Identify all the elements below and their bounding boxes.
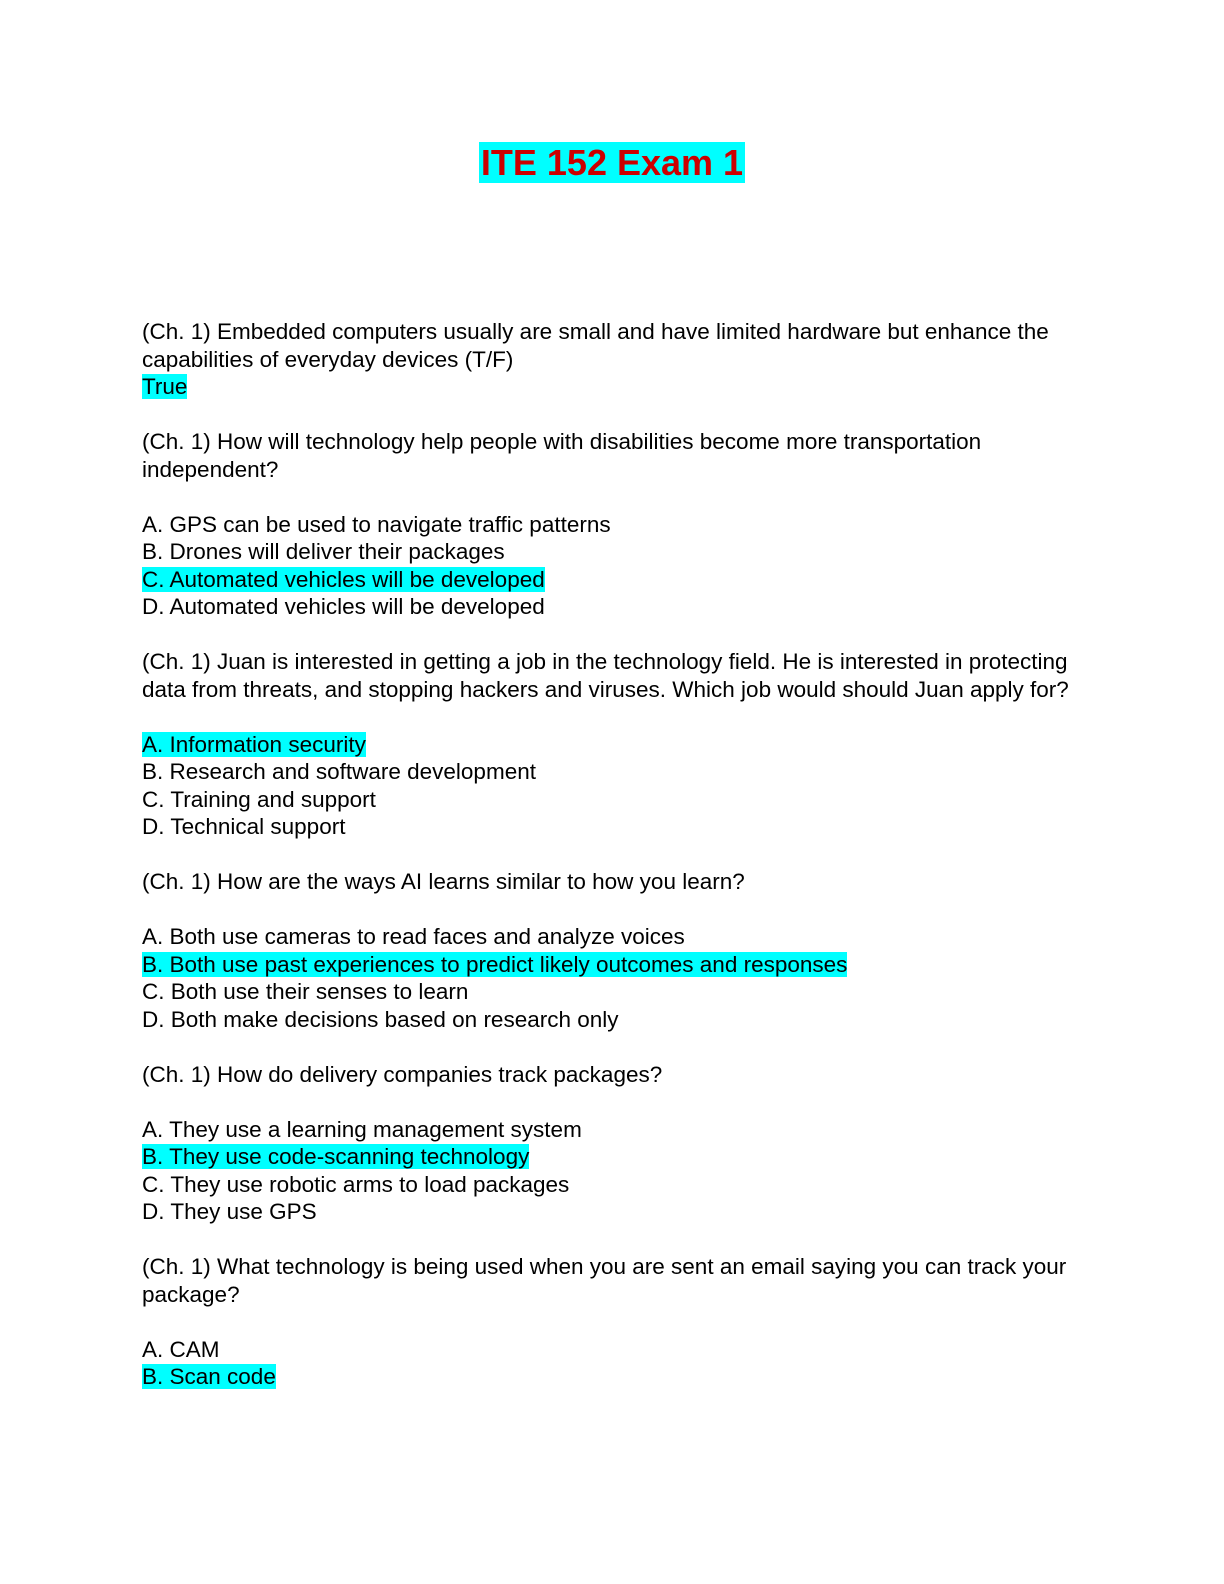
page-title-text: ITE 152 Exam 1 [480, 142, 744, 183]
question-text: (Ch. 1) How will technology help people with disabilities become more transportation independent? [142, 429, 988, 482]
question-text: (Ch. 1) How do delivery companies track packages? [142, 1061, 663, 1087]
answer-option: C. Training and support [142, 786, 376, 812]
answer-option: D. Both make decisions based on research only [142, 1006, 619, 1032]
answer-option: D. Technical support [142, 814, 346, 839]
answer-option: A. Both use cameras to read faces and analyze voices [142, 924, 685, 949]
answer-option: A. They use a learning management system [142, 1116, 582, 1142]
question-text: (Ch. 1) What technology is being used when you are sent an email saying you can track your package? [142, 1254, 1073, 1307]
page-title [0, 141, 1224, 185]
highlighted-answer: True [142, 374, 188, 399]
question-block [142, 1253, 1082, 1391]
question-text: (Ch. 1) Embedded computers usually are small and have limited hardware but enhance the capabilities of everyday devices (T/F) [142, 319, 1056, 372]
answer-option: A. GPS can be used to navigate traffic patterns [142, 511, 611, 537]
question-block [142, 648, 1082, 841]
answer-option: D. They use GPS [142, 1199, 317, 1224]
answer-option: B. Research and software development [142, 759, 536, 784]
answer-option: B. Drones will deliver their packages [142, 539, 505, 564]
highlighted-answer-option: B. Both use past experiences to predict likely outcomes and responses [142, 951, 848, 977]
highlighted-answer-option: A. Information security [142, 731, 366, 757]
question-text: (Ch. 1) Juan is interested in getting a job in the technology field. He is interested in protecting data from threats, and stopping hackers and viruses. Which job would should Juan apply for? [142, 649, 1074, 702]
question-block [142, 428, 1082, 621]
answer-option: A. CAM [142, 1336, 220, 1362]
question-block [142, 1061, 1082, 1226]
answer-option: C. Both use their senses to learn [142, 979, 469, 1004]
answer-option: C. They use robotic arms to load packages [142, 1171, 570, 1197]
answer-option: D. Automated vehicles will be developed [142, 594, 545, 619]
question-list [142, 318, 1082, 1391]
highlighted-answer-option: B. Scan code [142, 1364, 276, 1389]
question-block [142, 318, 1082, 401]
question-block [142, 868, 1082, 1033]
question-text: (Ch. 1) How are the ways AI learns similar to how you learn? [142, 869, 745, 894]
highlighted-answer-option: C. Automated vehicles will be developed [142, 566, 545, 592]
highlighted-answer-option: B. They use code-scanning technology [142, 1144, 530, 1169]
